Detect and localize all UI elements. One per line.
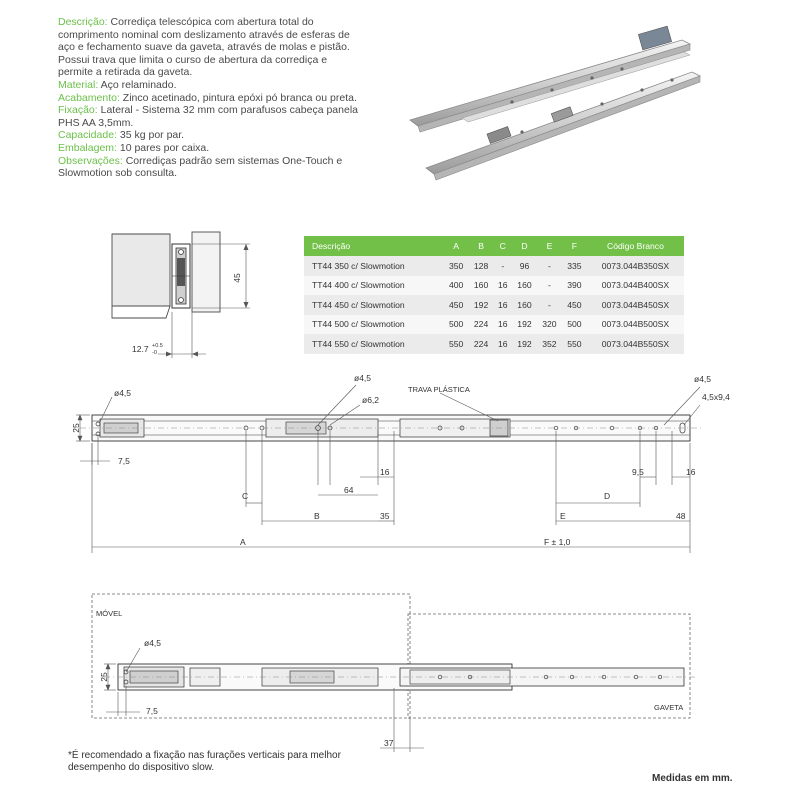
technical-drawing-installed [0, 588, 800, 758]
table-cell: 224 [469, 315, 494, 335]
table-cell: TT44 350 c/ Slowmotion [304, 256, 444, 276]
dim-installed-hole: ø4,5 [144, 638, 162, 648]
dim-hole-left: ø4,5 [114, 388, 132, 398]
description-item: Possui trava que limita o curso de abertura da corrediça e permite a retirada da gaveta. [58, 53, 328, 79]
table-cell: 16 [494, 295, 512, 315]
table-cell: - [494, 256, 512, 276]
cabinet-outline [92, 594, 410, 718]
table-cell: 192 [512, 334, 537, 354]
dim-hole-mid-top: ø4,5 [354, 373, 372, 383]
label-gaveta: GAVETA [654, 703, 684, 712]
technical-drawing-main [0, 365, 800, 565]
table-row [304, 295, 684, 315]
label-movel: MÓVEL [96, 609, 123, 618]
units-note: Medidas em mm. [652, 773, 733, 784]
dim-9-5: 9,5 [632, 467, 644, 477]
table-cell: 160 [512, 295, 537, 315]
table-cell: 390 [562, 276, 587, 296]
description-item: Material: Aço relaminado. [58, 78, 177, 91]
cross-section-drawing [100, 222, 270, 367]
col-header: A [444, 236, 469, 256]
table-row [304, 276, 684, 296]
col-header: Descrição [304, 236, 444, 256]
description-item: Embalagem: 10 pares por caixa. [58, 141, 210, 154]
table-cell: 335 [562, 256, 587, 276]
table-cell: 160 [469, 276, 494, 296]
col-header: F [562, 236, 587, 256]
col-header: E [537, 236, 562, 256]
table-cell: 450 [444, 295, 469, 315]
dim-hole-right: ø4,5 [694, 374, 712, 384]
table-cell: 350 [444, 256, 469, 276]
description-item: Capacidade: 35 kg por par. [58, 129, 185, 142]
dimension-offset-tol-minus: -0 [152, 350, 157, 356]
dim-F: F ± 1,0 [544, 537, 571, 547]
dim-16-mid: 16 [380, 467, 390, 477]
dim-C: C [242, 491, 249, 501]
table-cell: 0073.044B400SX [587, 276, 684, 296]
dimension-offset-label: 12.7 [132, 344, 149, 354]
table-cell: 500 [562, 315, 587, 335]
col-header: B [469, 236, 494, 256]
dim-48: 48 [676, 511, 686, 521]
table-cell: 550 [444, 334, 469, 354]
table-cell: - [537, 276, 562, 296]
table-cell: 320 [537, 315, 562, 335]
col-header: D [512, 236, 537, 256]
upper-slide-rail [410, 26, 690, 132]
table-row [304, 315, 684, 335]
table-cell: 16 [494, 315, 512, 335]
description-item: Fixação: Lateral - Sistema 32 mm com parafusos cabeça panela PHS AA 3,5mm. [58, 104, 358, 129]
table-cell: 450 [562, 295, 587, 315]
dimension-height-label: 45 [232, 273, 242, 283]
spec-table-header [304, 236, 684, 256]
table-cell: - [537, 295, 562, 315]
table-cell: 224 [469, 334, 494, 354]
table-cell: TT44 550 c/ Slowmotion [304, 334, 444, 354]
table-cell: 0073.044B500SX [587, 315, 684, 335]
dimension-offset-tol-plus: +0.5 [152, 343, 163, 349]
slide-profile [172, 244, 190, 308]
slide-product-illustration [402, 22, 712, 182]
table-row [304, 256, 684, 276]
dim-E: E [560, 511, 566, 521]
table-cell: 96 [512, 256, 537, 276]
dim-installed-offset: 7,5 [146, 706, 158, 716]
dim-hole-mid: ø6,2 [362, 395, 380, 405]
dim-B: B [314, 511, 320, 521]
table-cell: 0073.044B350SX [587, 256, 684, 276]
table-cell: 192 [469, 295, 494, 315]
dim-slot-right: 4,5x9,4 [702, 392, 730, 402]
table-cell: - [537, 256, 562, 276]
table-cell: 0073.044B450SX [587, 295, 684, 315]
col-header: C [494, 236, 512, 256]
table-row [304, 334, 684, 354]
table-cell: 128 [469, 256, 494, 276]
table-cell: 500 [444, 315, 469, 335]
dim-left-offset: 7,5 [118, 456, 130, 466]
dim-installed-37: 37 [384, 738, 394, 748]
table-cell: TT44 400 c/ Slowmotion [304, 276, 444, 296]
table-cell: TT44 450 c/ Slowmotion [304, 295, 444, 315]
dim-D: D [604, 491, 611, 501]
table-cell: 16 [494, 276, 512, 296]
table-cell: 192 [512, 315, 537, 335]
dim-16-right: 16 [686, 467, 696, 477]
dim-A: A [240, 537, 246, 547]
description-item: Acabamento: Zinco acetinado, pintura epóxi pó branca ou preta. [58, 91, 357, 104]
dim-35: 35 [380, 511, 390, 521]
dim-height: 25 [71, 423, 81, 433]
description-item: Observações: Corrediças padrão sem sistemas One-Touch e Slowmotion sob consulta. [58, 154, 343, 180]
table-cell: 16 [494, 334, 512, 354]
label-trava-plastica: TRAVA PLÁSTICA [408, 385, 470, 394]
description-item: Descrição: Corrediça telescópica com abertura total do comprimento nominal com deslizamento através de esferas de aço e fechamento suave da gaveta, através de molas e pistão. [58, 16, 350, 54]
cabinet-side-panel [112, 234, 170, 318]
dim-installed-height: 25 [99, 672, 109, 682]
spec-table [304, 236, 684, 354]
dimension-offset [132, 312, 206, 358]
table-cell: 352 [537, 334, 562, 354]
table-cell: TT44 500 c/ Slowmotion [304, 315, 444, 335]
col-header: Código Branco [587, 236, 684, 256]
dim-64: 64 [344, 485, 354, 495]
footnote: *É recomendado a fixação nas furações verticais para melhor desempenho do dispositivo slow. [68, 750, 341, 773]
table-cell: 160 [512, 276, 537, 296]
table-cell: 400 [444, 276, 469, 296]
table-cell: 0073.044B550SX [587, 334, 684, 354]
table-cell: 550 [562, 334, 587, 354]
description-block [58, 16, 360, 180]
